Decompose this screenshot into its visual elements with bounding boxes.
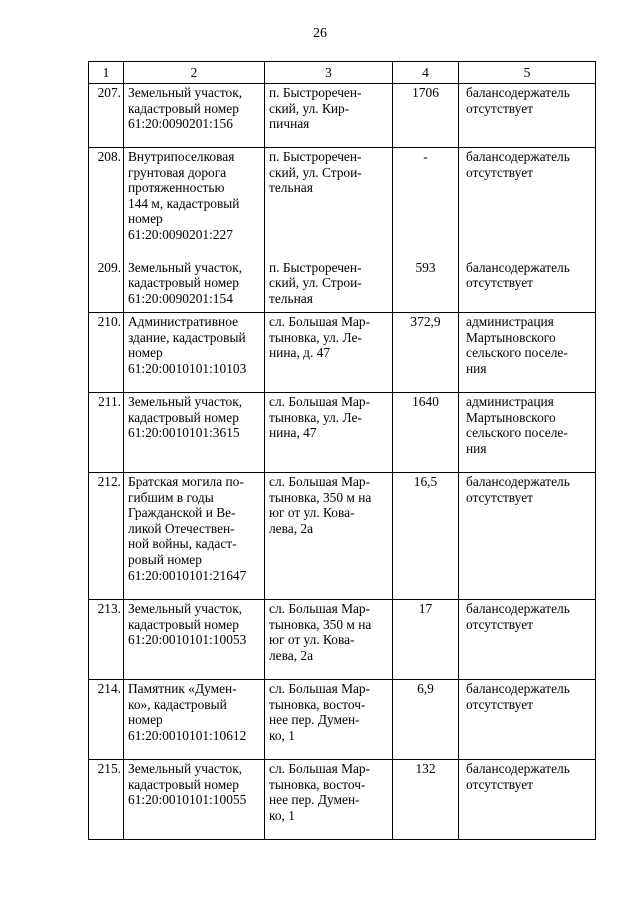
- object-name-line: 61:20:0090201:227: [128, 226, 233, 242]
- row-number-cell: 211.: [89, 393, 124, 473]
- area-cell: 593: [393, 259, 459, 313]
- object-name-cell: [124, 313, 265, 393]
- owner-line: администрация: [466, 314, 554, 329]
- header-col-1: 1: [89, 62, 124, 84]
- row-number-cell: 212.: [89, 473, 124, 600]
- header-col-4: 4: [393, 62, 459, 84]
- address-line: тыновка, ул. Ле-: [269, 409, 362, 425]
- area-cell: 372,9: [393, 313, 459, 393]
- object-name-line: Гражданской и Ве-: [128, 505, 236, 521]
- row-number-cell: 213.: [89, 600, 124, 680]
- owner-line: отсутствует: [466, 489, 533, 505]
- object-name-line: номер: [128, 211, 163, 227]
- owner-line: балансодержатель: [466, 601, 570, 616]
- address-line: п. Быстроречен-: [269, 259, 362, 275]
- table-header: [89, 62, 596, 84]
- owner-line: администрация: [466, 394, 554, 409]
- object-name-line: гибшим в годы: [128, 489, 214, 505]
- area-cell: 17: [393, 600, 459, 680]
- owner-cell: [459, 760, 596, 840]
- object-name-cell: [124, 393, 265, 473]
- object-name-line: 144 м, кадастровый: [128, 195, 240, 211]
- object-name-line: 61:20:0010101:21647: [128, 567, 247, 583]
- area-cell: 6,9: [393, 680, 459, 760]
- object-name-cell: [124, 600, 265, 680]
- row-number-cell: 209.: [89, 259, 124, 313]
- address-line: п. Быстроречен-: [269, 149, 362, 164]
- object-name-line: Земельный участок,: [128, 85, 243, 100]
- owner-line: сельского поселе-: [466, 425, 568, 441]
- owner-line: балансодержатель: [466, 149, 570, 164]
- object-name-line: Земельный участок,: [128, 259, 243, 275]
- table-row: [89, 600, 596, 680]
- address-cell: [265, 259, 393, 313]
- object-name-cell: [124, 473, 265, 600]
- address-cell: [265, 148, 393, 259]
- area-cell: 1640: [393, 393, 459, 473]
- object-name-cell: [124, 148, 265, 259]
- owner-cell: [459, 259, 596, 313]
- owner-cell: [459, 84, 596, 148]
- address-line: ский, ул. Строи-: [269, 275, 362, 291]
- address-line: нина, д. 47: [269, 345, 331, 361]
- header-col-2: 2: [124, 62, 265, 84]
- object-name-line: кадастровый номер: [128, 100, 239, 116]
- address-line: ко, 1: [269, 727, 295, 743]
- table-body: [89, 84, 596, 840]
- table-row: [89, 84, 596, 148]
- table-row: [89, 148, 596, 259]
- object-name-line: Земельный участок,: [128, 601, 243, 616]
- object-name-line: Памятник «Думен-: [128, 681, 237, 696]
- row-number-cell: 210.: [89, 313, 124, 393]
- address-line: тыновка, восточ-: [269, 776, 366, 792]
- address-line: тыновка, 350 м на: [269, 616, 372, 632]
- object-name-line: номер: [128, 712, 163, 728]
- table-row: [89, 393, 596, 473]
- address-line: ский, ул. Строи-: [269, 164, 362, 180]
- object-name-line: 61:20:0010101:10053: [128, 632, 247, 648]
- owner-line: отсутствует: [466, 696, 533, 712]
- object-name-line: номер: [128, 345, 163, 361]
- object-name-line: Внутрипоселковая: [128, 149, 235, 164]
- address-line: пичная: [269, 116, 310, 132]
- area-cell: 132: [393, 760, 459, 840]
- owner-line: отсутствует: [466, 164, 533, 180]
- owner-line: ния: [466, 360, 487, 376]
- table-row: [89, 760, 596, 840]
- object-name-cell: [124, 680, 265, 760]
- owner-line: Мартыновского: [466, 409, 556, 425]
- owner-cell: [459, 473, 596, 600]
- row-number-cell: 207.: [89, 84, 124, 148]
- owner-line: отсутствует: [466, 100, 533, 116]
- address-line: нина, 47: [269, 425, 317, 441]
- object-name-line: 61:20:0090201:154: [128, 290, 233, 306]
- address-line: нее пер. Думен-: [269, 792, 360, 808]
- row-number-cell: 208.: [89, 148, 124, 259]
- object-name-cell: [124, 84, 265, 148]
- object-name-line: 61:20:0010101:3615: [128, 425, 240, 441]
- object-name-line: Братская могила по-: [128, 474, 244, 489]
- row-number-cell: 214.: [89, 680, 124, 760]
- address-line: юг от ул. Кова-: [269, 505, 355, 521]
- owner-line: отсутствует: [466, 776, 533, 792]
- address-cell: [265, 760, 393, 840]
- object-name-line: протяженностью: [128, 180, 225, 196]
- object-name-line: кадастровый номер: [128, 616, 239, 632]
- owner-line: сельского поселе-: [466, 345, 568, 361]
- object-name-line: кадастровый номер: [128, 275, 239, 291]
- owner-line: ния: [466, 440, 487, 456]
- address-line: сл. Большая Мар-: [269, 761, 371, 776]
- address-line: сл. Большая Мар-: [269, 394, 371, 409]
- object-name-line: 61:20:0010101:10612: [128, 727, 247, 743]
- address-cell: [265, 84, 393, 148]
- address-line: п. Быстроречен-: [269, 85, 362, 100]
- object-name-line: 61:20:0010101:10103: [128, 360, 247, 376]
- object-name-line: ликой Отечествен-: [128, 520, 235, 536]
- object-name-line: кадастровый номер: [128, 776, 239, 792]
- address-line: лева, 2а: [269, 647, 314, 663]
- object-name-cell: [124, 259, 265, 313]
- owner-cell: [459, 393, 596, 473]
- address-line: тельная: [269, 290, 313, 306]
- owner-line: балансодержатель: [466, 259, 570, 275]
- object-name-line: 61:20:0010101:10055: [128, 792, 247, 808]
- address-line: сл. Большая Мар-: [269, 681, 371, 696]
- object-name-line: ной войны, кадаст-: [128, 536, 237, 552]
- address-line: тыновка, восточ-: [269, 696, 366, 712]
- address-line: тельная: [269, 180, 313, 196]
- table-row: [89, 313, 596, 393]
- address-cell: [265, 393, 393, 473]
- owner-line: балансодержатель: [466, 85, 570, 100]
- owner-cell: [459, 313, 596, 393]
- owner-line: балансодержатель: [466, 474, 570, 489]
- owner-line: отсутствует: [466, 616, 533, 632]
- object-name-line: Административное: [128, 314, 239, 329]
- row-number-cell: 215.: [89, 760, 124, 840]
- object-name-line: Земельный участок,: [128, 761, 243, 776]
- table-row: [89, 680, 596, 760]
- address-line: лева, 2а: [269, 520, 314, 536]
- address-line: тыновка, ул. Ле-: [269, 329, 362, 345]
- owner-cell: [459, 680, 596, 760]
- address-line: тыновка, 350 м на: [269, 489, 372, 505]
- area-cell: -: [393, 148, 459, 259]
- owner-cell: [459, 600, 596, 680]
- area-cell: 16,5: [393, 473, 459, 600]
- address-line: сл. Большая Мар-: [269, 601, 371, 616]
- property-registry-table: [88, 61, 596, 840]
- address-cell: [265, 473, 393, 600]
- area-cell: 1706: [393, 84, 459, 148]
- object-name-line: 61:20:0090201:156: [128, 116, 233, 132]
- object-name-line: здание, кадастровый: [128, 329, 246, 345]
- address-line: ский, ул. Кир-: [269, 100, 350, 116]
- object-name-line: Земельный участок,: [128, 394, 243, 409]
- table-row: [89, 473, 596, 600]
- address-cell: [265, 680, 393, 760]
- address-line: сл. Большая Мар-: [269, 314, 371, 329]
- address-line: ко, 1: [269, 807, 295, 823]
- object-name-line: кадастровый номер: [128, 409, 239, 425]
- owner-cell: [459, 148, 596, 259]
- address-line: нее пер. Думен-: [269, 712, 360, 728]
- address-cell: [265, 600, 393, 680]
- page-number: 26: [313, 26, 327, 41]
- header-col-3: 3: [265, 62, 393, 84]
- header-row: [89, 62, 596, 84]
- owner-line: балансодержатель: [466, 761, 570, 776]
- object-name-line: ровый номер: [128, 551, 202, 567]
- object-name-line: ко», кадастровый: [128, 696, 227, 712]
- header-col-5: 5: [459, 62, 596, 84]
- object-name-cell: [124, 760, 265, 840]
- owner-line: отсутствует: [466, 275, 533, 291]
- table-row: [89, 259, 596, 313]
- address-line: сл. Большая Мар-: [269, 474, 371, 489]
- owner-line: Мартыновского: [466, 329, 556, 345]
- owner-line: балансодержатель: [466, 681, 570, 696]
- address-cell: [265, 313, 393, 393]
- object-name-line: грунтовая дорога: [128, 164, 227, 180]
- address-line: юг от ул. Кова-: [269, 632, 355, 648]
